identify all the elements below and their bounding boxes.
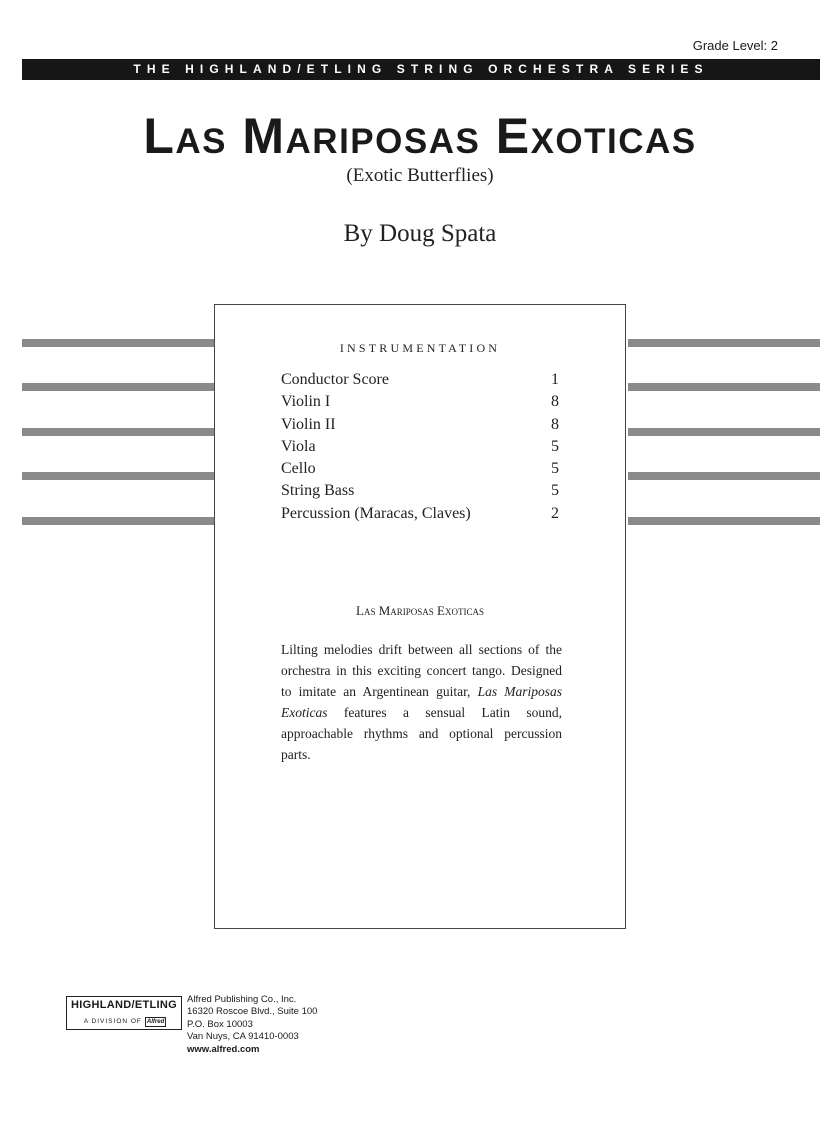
description-part: features a sensual Latin sound, approachable rhythms and optional percussion parts. — [281, 705, 562, 762]
publisher-line: P.O. Box 10003 — [187, 1018, 253, 1030]
publisher-line: 16320 Roscoe Blvd., Suite 100 — [187, 1006, 318, 1018]
logo-division — [69, 1015, 181, 1028]
highland-etling-logo — [66, 996, 182, 1030]
composer-byline: By Doug Spata — [343, 220, 497, 247]
publisher-website: www.alfred.com — [187, 1043, 260, 1055]
list-item — [281, 369, 559, 391]
staff-line — [22, 472, 214, 480]
instrument-name: Violin I — [281, 393, 331, 411]
instrument-name: Conductor Score — [281, 371, 389, 388]
staff-line — [628, 472, 820, 480]
instrument-count: 8 — [551, 393, 559, 411]
instrument-count: 5 — [551, 437, 559, 455]
instrumentation-list — [281, 369, 559, 525]
staff-line — [628, 383, 820, 391]
instrument-name: String Bass — [281, 482, 355, 500]
footer — [22, 986, 796, 1074]
info-panel — [214, 304, 626, 929]
grade-level: Grade Level: 2 — [692, 38, 778, 53]
instrument-count: 1 — [551, 371, 559, 388]
instrument-name: Violin II — [281, 415, 336, 433]
instrument-count: 5 — [551, 460, 559, 478]
list-item — [281, 503, 559, 525]
instrument-name: Percussion (Maracas, Claves) — [281, 504, 471, 522]
instrument-name: Cello — [281, 460, 316, 478]
instrument-count: 5 — [551, 482, 559, 500]
staff-line — [22, 383, 214, 391]
list-item — [281, 458, 559, 480]
series-banner: THE HIGHLAND/ETLING STRING ORCHESTRA SERIES — [22, 59, 820, 80]
logo-wordmark: HIGHLAND/ETLING — [71, 999, 177, 1011]
instrument-count: 8 — [551, 415, 559, 433]
page-subtitle: (Exotic Butterflies) — [346, 165, 494, 186]
publisher-line: Van Nuys, CA 91410-0003 — [187, 1031, 299, 1043]
staff-line — [628, 517, 820, 525]
staff-line — [628, 428, 820, 436]
list-item — [281, 391, 559, 413]
description-text — [281, 639, 562, 765]
description-part: Lilting melodies drift between all sections of the orchestra in this exciting concert tango. Designed to imitate an Argentinean guitar, — [281, 642, 562, 699]
staff-line — [22, 517, 214, 525]
list-item — [281, 414, 559, 436]
publisher-line: Alfred Publishing Co., Inc. — [187, 994, 297, 1005]
description-italic-title: Las Mariposas Exoticas — [281, 684, 562, 720]
instrument-name: Viola — [281, 437, 316, 455]
alfred-logo-icon: Alfred — [146, 1018, 165, 1025]
publisher-address — [187, 994, 317, 1056]
instrument-count: 2 — [551, 504, 559, 522]
logo-division-text: A DIVISION OF — [83, 1018, 142, 1025]
page-title: Las Mariposas Exoticas — [143, 108, 697, 164]
instrumentation-heading: INSTRUMENTATION — [339, 341, 501, 355]
list-item — [281, 436, 559, 458]
staff-line — [628, 339, 820, 347]
staff-line — [22, 428, 214, 436]
list-item — [281, 480, 559, 502]
description-heading: Las Mariposas Exoticas — [356, 603, 484, 618]
staff-line — [22, 339, 214, 347]
